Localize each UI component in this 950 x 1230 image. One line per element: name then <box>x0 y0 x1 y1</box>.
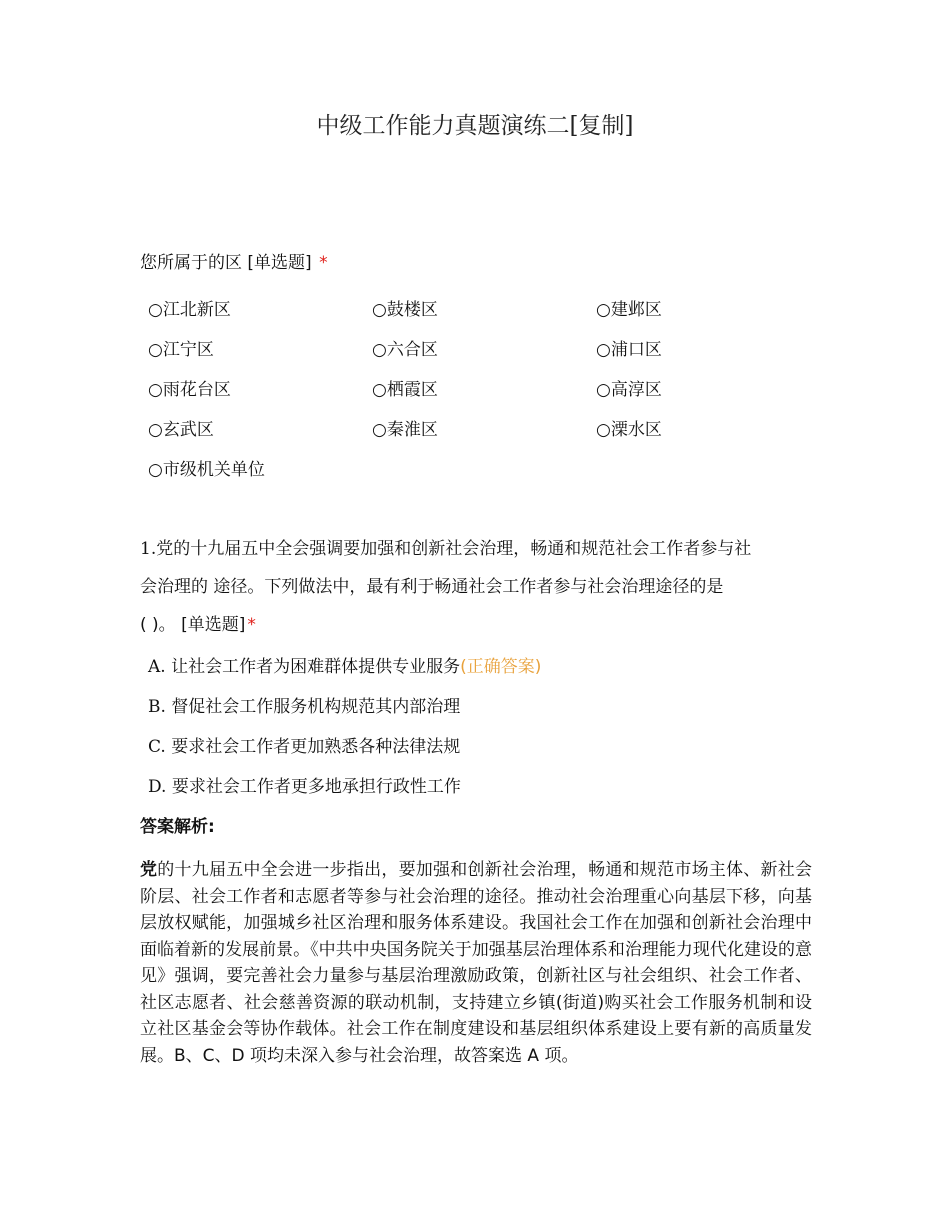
question-1-line-2: 会治理的 途径。下列做法中，最有利于畅通社会工作者参与社会治理途径的是 <box>140 577 724 597</box>
answer-analysis-body <box>140 857 812 1069</box>
district-option-luhe[interactable]: ○六合区 <box>372 340 438 360</box>
answer-analysis-title: 答案解析: <box>140 817 215 837</box>
question-1-text-1: 党的十九届五中全会强调要加强和创新社会治理，畅通和规范社会工作者参与社 <box>156 539 752 559</box>
district-option-pukou[interactable]: ○浦口区 <box>596 340 662 360</box>
question-1-option-c[interactable] <box>148 732 828 772</box>
option-letter: A. <box>148 657 166 677</box>
district-question-text: 您所属于的区 [单选题] <box>140 253 312 273</box>
district-option-jiangning[interactable]: ○江宁区 <box>148 340 214 360</box>
option-text: 要求社会工作者更加熟悉各种法律法规 <box>171 737 461 757</box>
district-option-gulou[interactable]: ○鼓楼区 <box>372 300 438 320</box>
question-1-option-d[interactable] <box>148 772 828 812</box>
required-mark: * <box>247 615 256 635</box>
option-letter: D. <box>148 777 167 797</box>
option-letter: C. <box>148 737 166 757</box>
option-text: 要求社会工作者更多地承担行政性工作 <box>171 777 461 797</box>
district-option-lishui[interactable]: ○溧水区 <box>596 420 662 440</box>
required-mark: * <box>319 253 328 273</box>
question-1-stem <box>140 530 820 644</box>
district-option-yuhuatai[interactable]: ○雨花台区 <box>148 380 231 400</box>
option-letter: B. <box>148 697 166 717</box>
correct-answer-tag: (正确答案) <box>460 657 542 677</box>
district-option-qixia[interactable]: ○栖霞区 <box>372 380 438 400</box>
district-option-municipal[interactable]: ○市级机关单位 <box>148 460 265 480</box>
district-option-jianye[interactable]: ○建邺区 <box>596 300 662 320</box>
district-option-qinhuai[interactable]: ○秦淮区 <box>372 420 438 440</box>
question-1-text-3: ( )。 [单选题] <box>140 615 246 635</box>
district-option-jiangbei[interactable]: ○江北新区 <box>148 300 231 320</box>
question-1-line-1 <box>140 530 820 568</box>
page-title: 中级工作能力真题演练二[复制] <box>316 113 634 139</box>
analysis-text: 的十九届五中全会进一步指出，要加强和创新社会治理，畅通和规范市场主体、新社会阶层、社会工作者和志愿者等参与社会治理的途径。推动社会治理重心向基层下移，向基层放权赋能，加强城乡社区治理和服务体系建设。我国社会工作在加强和创新社会治理中面临着新的发展前景。《中共中央国务院关于加强基层治理体系和治理能力现代化建设的意见》强调，要完善社会力量参与基层治理激励政策，创新社区与社会组织、社会工作者、社区志愿者、社会慈善资源的联动机制，支持建立乡镇(街道)购买社会工作服务机制和设立社区基金会等协作载体。社会工作在制度建设和基层组织体系建设上要有新的高质量发展。B、C、D 项均未深入参与社会治理，故答案选 A 项。 <box>140 860 813 1066</box>
question-1-line-3 <box>140 606 820 644</box>
option-text: 督促社会工作服务机构规范其内部治理 <box>171 697 461 717</box>
option-text: 让社会工作者为困难群体提供专业服务 <box>171 657 461 677</box>
question-1-options <box>148 652 828 812</box>
district-question-label <box>140 250 328 276</box>
question-1-number: 1. <box>140 539 157 559</box>
district-option-gaochun[interactable]: ○高淳区 <box>596 380 662 400</box>
question-1-option-b[interactable] <box>148 692 828 732</box>
question-1-option-a[interactable] <box>148 652 828 692</box>
analysis-lead-char: 党 <box>140 860 158 880</box>
district-option-xuanwu[interactable]: ○玄武区 <box>148 420 214 440</box>
district-options <box>148 296 828 496</box>
